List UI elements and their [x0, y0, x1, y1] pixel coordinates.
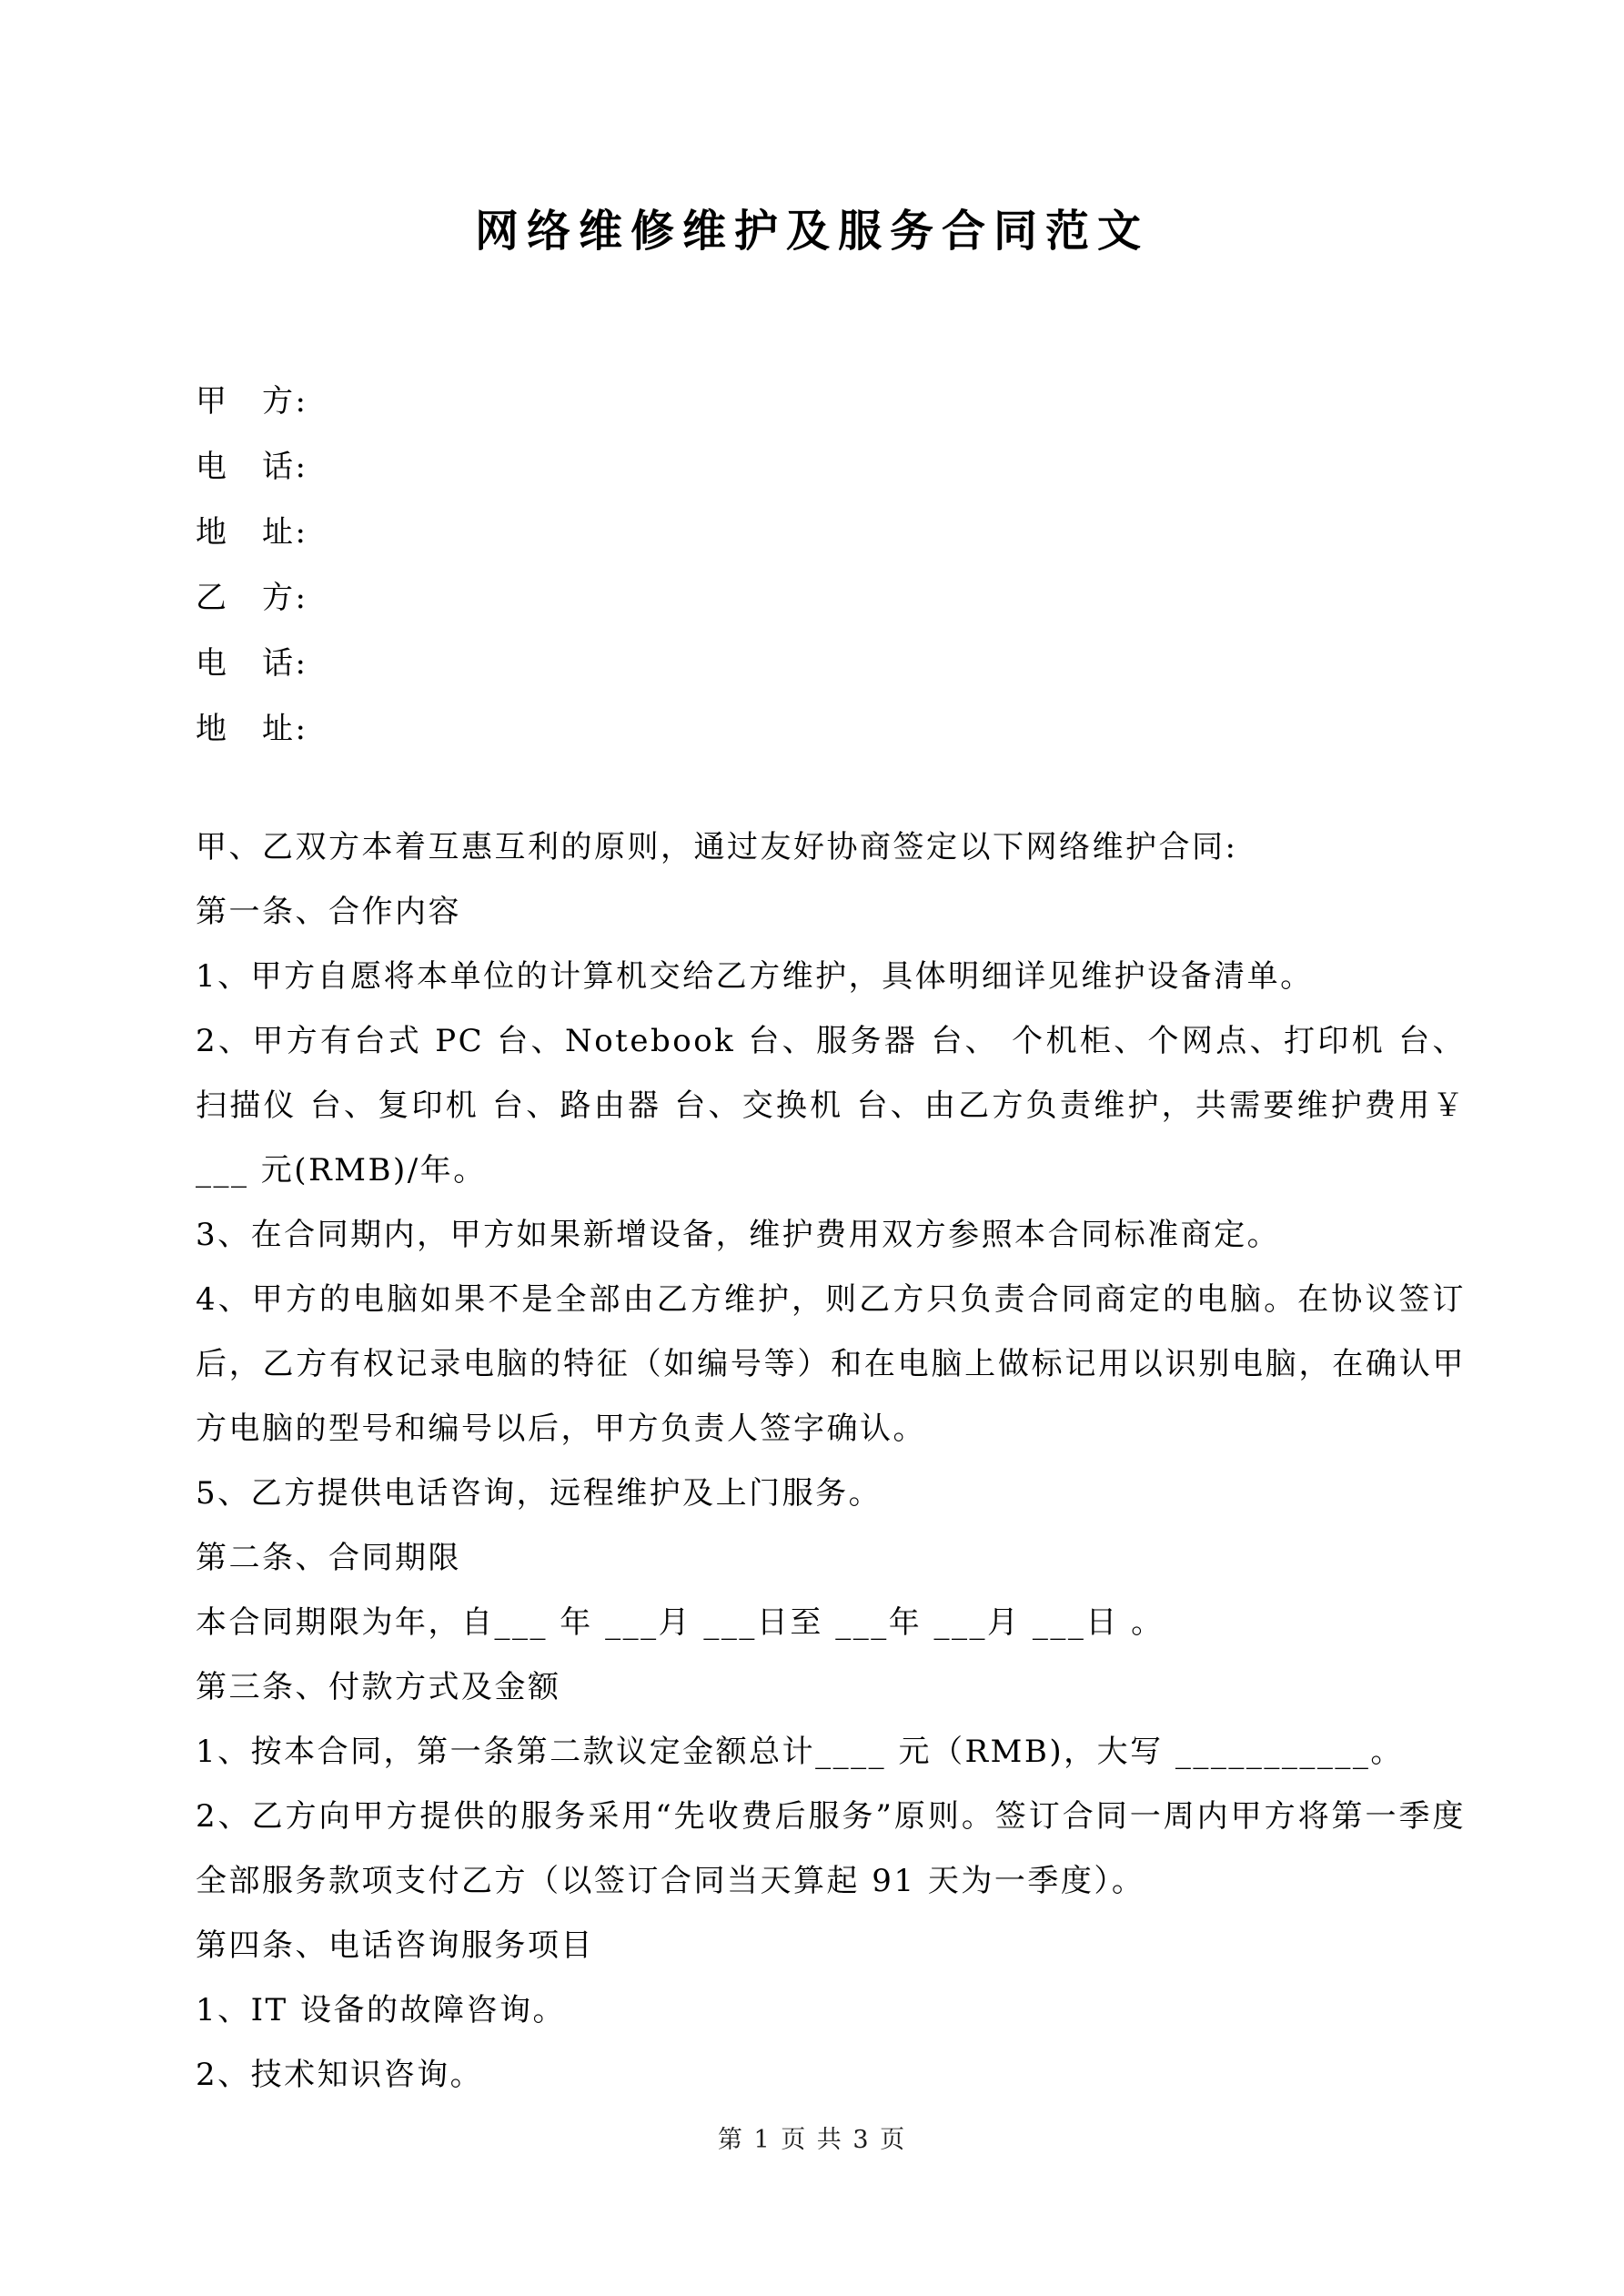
contract-section-heading: 第三条、付款方式及金额 [196, 1669, 561, 1705]
contract-section-heading: 第一条、合作内容 [196, 894, 461, 930]
contract-paragraph: 本合同期限为年，自___ 年 ___月 ___日至 ___年 ___月 ___日 。 [196, 1604, 1165, 1641]
party-b-phone-label: 电 话: [196, 645, 308, 682]
contract-paragraph: 4、甲方的电脑如果不是全部由乙方维护，则乙方只负责合同商定的电脑。在协议签订后，乙方有权记录电脑的特征（如编号等）和在电脑上做标记用以识别电脑，在确认甲方电脑的型号和编号以后，甲方负责人签字确认。 [196, 1281, 1466, 1447]
contract-paragraph: 甲、乙双方本着互惠互利的原则，通过友好协商签定以下网络维护合同: [196, 829, 1238, 865]
parties-block [196, 369, 1466, 762]
contract-paragraph: 5、乙方提供电话咨询，远程维护及上门服务。 [196, 1475, 883, 1512]
contract-paragraph: 2、技术知识咨询。 [196, 2057, 484, 2093]
contract-paragraph: 1、甲方自愿将本单位的计算机交给乙方维护，具体明细详见维护设备清单。 [196, 958, 1314, 995]
contract-paragraph: 3、在合同期内，甲方如果新增设备，维护费用双方参照本合同标准商定。 [196, 1217, 1281, 1253]
document-title: 网络维修维护及服务合同范文 [474, 206, 1149, 257]
contract-paragraph: 1、按本合同，第一条第二款议定金额总计____ 元（RMB)，大写 ___________。 [196, 1734, 1404, 1770]
party-a-label: 甲 方: [196, 383, 308, 420]
contract-section-heading: 第四条、电话咨询服务项目 [196, 1927, 594, 1964]
contract-paragraph: 2、甲方有台式 PC 台、Notebook 台、服务器 台、 个机柜、个网点、打印机 台、扫描仪 台、复印机 台、路由器 台、交换机 台、由乙方负责维护，共需要维护费用￥ ___ 元(RMB)/年。 [196, 1023, 1466, 1188]
party-a-address-label: 地 址: [196, 514, 308, 551]
party-b-label: 乙 方: [196, 580, 308, 616]
contract-paragraph: 2、乙方向甲方提供的服务采用“先收费后服务”原则。签订合同一周内甲方将第一季度全部服务款项支付乙方（以签订合同当天算起 91 天为一季度）。 [196, 1798, 1466, 1899]
party-b-address-label: 地 址: [196, 711, 308, 747]
party-a-phone-label: 电 话: [196, 449, 308, 485]
contract-paragraph: 1、IT 设备的故障咨询。 [196, 1992, 567, 2028]
contract-body [196, 815, 1466, 2108]
contract-section-heading: 第二条、合同期限 [196, 1540, 461, 1576]
page-number-footer: 第 1 页 共 3 页 [717, 2126, 907, 2154]
